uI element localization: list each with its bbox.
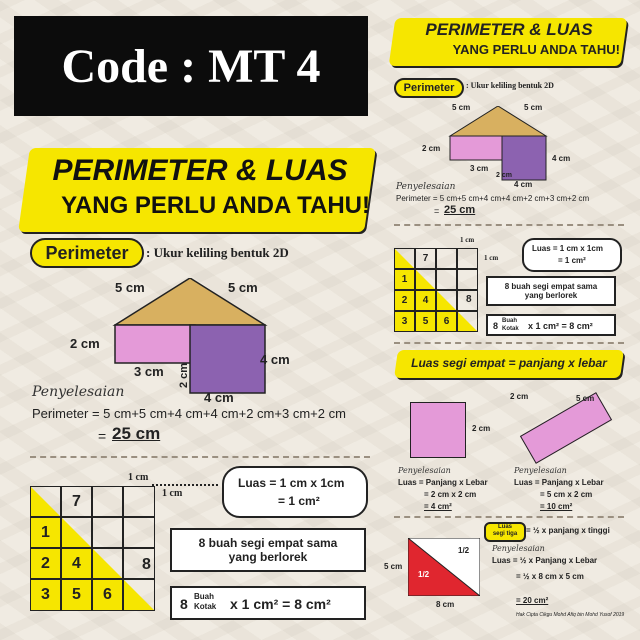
- right-sol1-title: Penyelesaian: [398, 466, 451, 475]
- main-dim-2: 2 cm: [70, 336, 100, 351]
- right-grid-cell: 3: [394, 311, 415, 332]
- main-cloud-line2: = 1 cm²: [278, 494, 320, 508]
- main-compound-shape: [110, 278, 270, 398]
- right-grid-cell: 5: [415, 311, 436, 332]
- right-tri-w: 8 cm: [436, 600, 455, 609]
- right-title-line2: YANG PERLU ANDA TAHU!: [452, 42, 620, 57]
- main-box2-count: 8: [180, 596, 188, 612]
- main-grid-cell: [30, 486, 61, 517]
- right-box2-result: x 1 cm² = 8 cm²: [528, 321, 593, 331]
- main-grid-cell: 3: [30, 579, 61, 611]
- right-grid-cell: [436, 248, 457, 269]
- main-dim-4b: 4 cm: [204, 390, 234, 405]
- right-unit-cloud: [522, 238, 622, 272]
- main-pink-rect: [115, 325, 195, 363]
- right-grid-cell: 2: [394, 290, 415, 311]
- right-sol3-l1: Luas = ½ x Panjang x Lebar: [492, 556, 598, 565]
- main-box2-buah: Buah: [194, 592, 214, 601]
- right-grid-cell: 1: [394, 269, 415, 290]
- main-solution-title: Penyelesaian: [32, 384, 125, 400]
- right-perimeter-result: 25 cm: [444, 204, 476, 216]
- right-dim-4b: 4 cm: [514, 180, 533, 189]
- main-grid-cell: [123, 486, 155, 517]
- right-dim-5b: 5 cm: [524, 103, 543, 112]
- right-box2-count: 8: [493, 321, 499, 331]
- main-grid-cell: [61, 517, 92, 548]
- main-grid-cell: 4: [61, 548, 92, 579]
- right-divider-3: [394, 516, 624, 518]
- main-grid-outside-number: 8: [142, 556, 151, 573]
- main-perimeter-pill: Perimeter: [30, 238, 144, 268]
- right-tri-h: 5 cm: [384, 562, 403, 571]
- right-grid-cell: 4: [415, 290, 436, 311]
- right-compound-shape: [448, 106, 548, 182]
- right-rect-dim-b: 5 cm: [576, 394, 595, 403]
- right-unit-grid: [394, 248, 478, 332]
- right-sol3-l2: = ½ x 8 cm x 5 cm: [516, 572, 584, 581]
- right-sol1-l1: Luas = Panjang x Lebar: [398, 478, 488, 487]
- main-grid-cell: [92, 486, 123, 517]
- right-dim-2: 2 cm: [422, 144, 441, 153]
- main-box2-kotak: Kotak: [194, 602, 217, 611]
- right-divider-1: [394, 224, 624, 226]
- right-grid-cell: [436, 269, 457, 290]
- main-cloud-line1: Luas = 1 cm x 1cm: [238, 476, 345, 490]
- right-sol1-l2: = 2 cm x 2 cm: [424, 490, 477, 499]
- right-unit-top: 1 cm: [460, 236, 475, 244]
- main-perimeter-desc: : Ukur keliling bentuk 2D: [146, 245, 289, 260]
- main-perimeter-result: 25 cm: [112, 424, 161, 443]
- right-unit-side: 1 cm: [484, 254, 499, 262]
- right-box2-buah: Buah: [502, 318, 517, 324]
- right-grid-cell: 7: [415, 248, 436, 269]
- main-dim-3: 3 cm: [134, 364, 164, 379]
- main-info-box-2: [170, 586, 366, 620]
- right-grid-cell: [436, 290, 457, 311]
- main-grid-cell: [92, 517, 123, 548]
- right-dim-5a: 5 cm: [452, 103, 471, 112]
- right-sol2-l2: = 5 cm x 2 cm: [540, 490, 593, 499]
- right-tri-label-a: Luas: [497, 524, 512, 530]
- main-purple-square: [190, 325, 265, 393]
- main-dim-4r: 4 cm: [260, 352, 290, 367]
- main-box2-result: x 1 cm² = 8 cm²: [230, 596, 331, 612]
- main-info-box-1: [170, 528, 366, 572]
- right-dim-3: 3 cm: [470, 164, 489, 173]
- right-box1-line2: yang berlorek: [524, 291, 578, 300]
- main-perimeter-eq-sign: =: [98, 428, 107, 444]
- main-dim-5a: 5 cm: [115, 280, 145, 295]
- main-unit-side: 1 cm: [162, 488, 183, 499]
- right-sol1-l3: = 4 cm²: [424, 502, 452, 511]
- right-rect-dim-a: 2 cm: [510, 392, 529, 401]
- right-tri-label: [484, 522, 526, 542]
- right-info-box-1: [486, 276, 616, 306]
- right-divider-2: [394, 342, 624, 344]
- right-tri-formula: = ½ x panjang x tinggi: [526, 526, 610, 535]
- right-info-box-2: [486, 314, 616, 336]
- right-square-shape: [410, 402, 466, 458]
- right-grid-cell: [415, 269, 436, 290]
- main-grid-cell: 6: [92, 579, 123, 611]
- main-grid-cell: [92, 548, 123, 579]
- main-dim-2v: 2 cm: [178, 362, 190, 388]
- main-title-line2: YANG PERLU ANDA TAHU!: [61, 192, 370, 219]
- right-grid-cell: [457, 248, 478, 269]
- right-solution-title: Penyelesaian: [396, 182, 456, 192]
- right-square-dim: 2 cm: [472, 424, 491, 433]
- main-perimeter-eq: Perimeter = 5 cm+5 cm+4 cm+4 cm+2 cm+3 cm+2 cm: [32, 406, 346, 421]
- right-triangle-shape: [408, 538, 480, 596]
- right-cloud-line2: = 1 cm²: [558, 256, 586, 265]
- main-unit-grid: [30, 486, 155, 611]
- right-perimeter-desc: : Ukur keliling bentuk 2D: [466, 81, 554, 90]
- right-box1-line1: 8 buah segi empat sama: [504, 282, 598, 291]
- main-grid-cell: 2: [30, 548, 61, 579]
- main-grid-cell: [123, 579, 155, 611]
- right-box2-kotak: Kotak: [502, 326, 519, 332]
- right-tri-label-b: segi tiga: [492, 531, 518, 537]
- right-pink-rect: [450, 136, 502, 160]
- right-dim-4r: 4 cm: [552, 154, 571, 163]
- main-dim-5b: 5 cm: [228, 280, 258, 295]
- right-grid-outside-number: 8: [466, 294, 472, 305]
- right-sol2-l1: Luas = Panjang x Lebar: [514, 478, 604, 487]
- right-title-line1: PERIMETER & LUAS: [425, 20, 593, 39]
- main-unit-top: 1 cm: [128, 472, 149, 483]
- right-dim-2v: 2 cm: [496, 172, 512, 179]
- right-grid-cell: [457, 269, 478, 290]
- right-perimeter-eq: Perimeter = 5 cm+5 cm+4 cm+4 cm+2 cm+3 cm+2 cm: [396, 194, 590, 203]
- main-divider: [30, 456, 370, 458]
- main-arrow: [152, 484, 218, 486]
- right-sol3-l3: = 20 cm²: [516, 596, 549, 605]
- right-sol3-title: Penyelesaian: [492, 544, 545, 553]
- right-grid-cell: [457, 311, 478, 332]
- right-tri-half-b: 1/2: [458, 546, 470, 555]
- main-title-line1: PERIMETER & LUAS: [52, 154, 348, 187]
- code-label: Code : MT 4: [14, 16, 368, 116]
- main-grid-cell: 1: [30, 517, 61, 548]
- right-credit: Hak Cipta Cikgu Mohd Afiq bin Mohd Yusof 2019: [516, 612, 625, 618]
- main-box1-line1: 8 buah segi empat sama: [198, 536, 338, 550]
- right-tri-half-a: 1/2: [418, 570, 430, 579]
- right-grid-cell: [394, 248, 415, 269]
- right-perimeter-pill: Perimeter: [394, 78, 464, 98]
- main-box1-line2: yang berlorek: [228, 550, 308, 564]
- right-grid-cell: 6: [436, 311, 457, 332]
- right-sol2-l3: = 10 cm²: [540, 502, 573, 511]
- main-grid-cell: 5: [61, 579, 92, 611]
- right-luas-banner-text: Luas segi empat = panjang x lebar: [411, 356, 607, 370]
- main-unit-cloud: [222, 466, 368, 518]
- right-cloud-line1: Luas = 1 cm x 1cm: [532, 244, 603, 253]
- right-perimeter-eq-sign: =: [434, 206, 440, 216]
- main-grid-cell: 7: [61, 486, 92, 517]
- right-sol2-title: Penyelesaian: [514, 466, 567, 475]
- main-grid-cell: [123, 517, 155, 548]
